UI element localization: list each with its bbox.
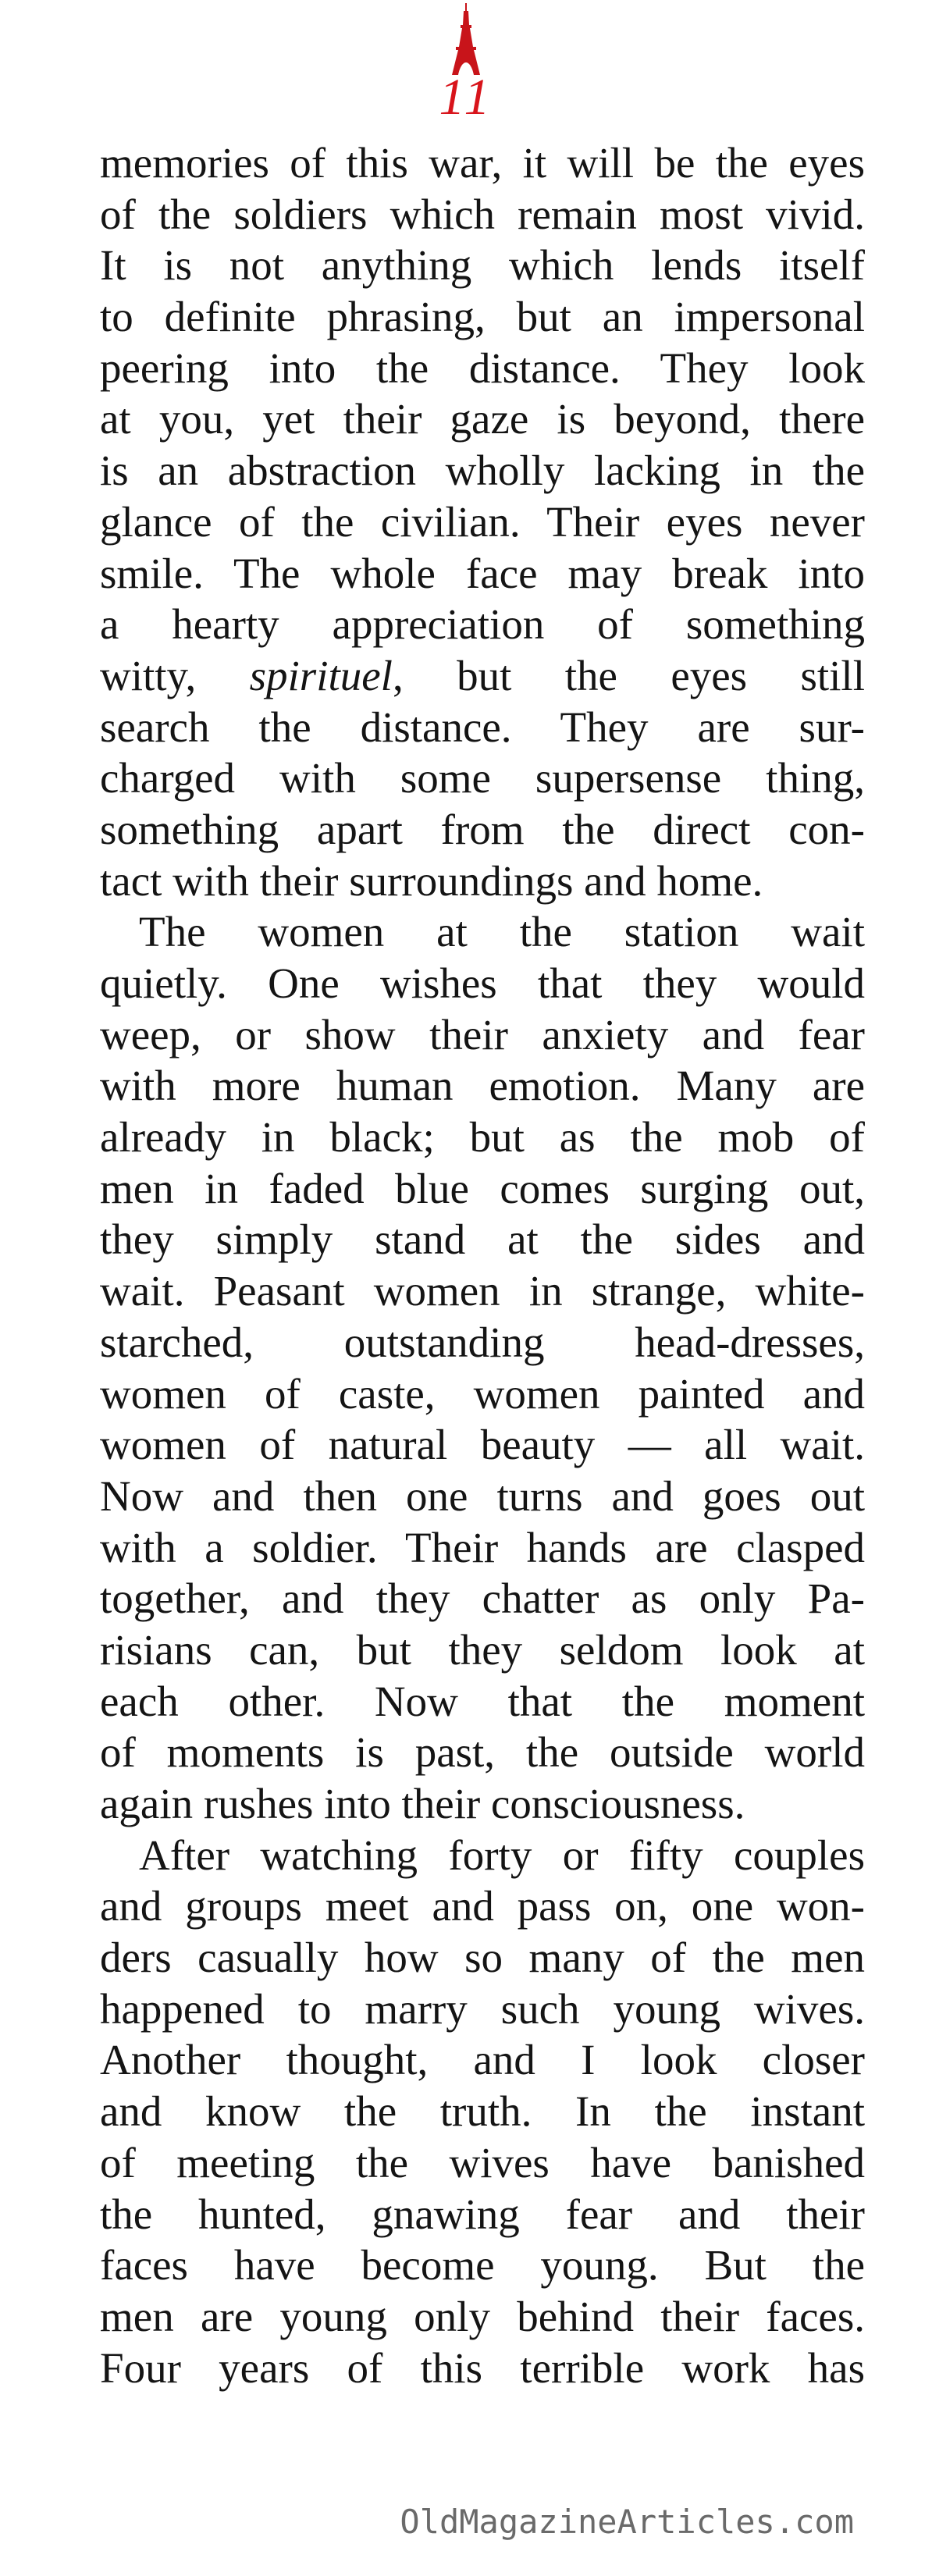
text-line: with more human emotion. Many are xyxy=(100,1062,865,1110)
text-line: men are young only behind their faces. xyxy=(100,2292,865,2340)
text-line: starched, outstanding head-dresses, xyxy=(100,1318,865,1366)
text-line: something apart from the direct con- xyxy=(100,805,865,853)
text-line: Four years of this terrible work has xyxy=(100,2343,865,2392)
text-line: After watching forty or fifty couples xyxy=(139,1831,865,1879)
text-line: search the distance. They are sur- xyxy=(100,703,865,751)
text-line: of moments is past, the outside world xyxy=(100,1728,865,1777)
text-line: The women at the station wait xyxy=(139,908,865,956)
text-line: together, and they chatter as only Pa- xyxy=(100,1574,865,1623)
text-line: glance of the civilian. Their eyes never xyxy=(100,497,865,546)
text-line: women of natural beauty — all wait. xyxy=(100,1421,865,1469)
text-line: wait. Peasant women in strange, white- xyxy=(100,1267,865,1315)
text-line: weep, or show their anxiety and fear xyxy=(100,1010,865,1059)
text-line: women of caste, women painted and xyxy=(100,1369,865,1418)
text-line: they simply stand at the sides and xyxy=(100,1215,865,1264)
text-line: of the soldiers which remain most vivid. xyxy=(100,190,865,238)
text-line: charged with some supersense thing, xyxy=(100,754,865,802)
text-line: ders casually how so many of the men xyxy=(100,1934,865,1982)
text-line: and groups meet and pass on, one won- xyxy=(100,1882,865,1930)
text-line: men in faded blue comes surging out, xyxy=(100,1164,865,1212)
text-line: peering into the distance. They look xyxy=(100,343,865,392)
footer-site-name: OldMagazineArticles.com xyxy=(400,2503,854,2541)
paragraph xyxy=(100,1830,865,2394)
text-line: at you, yet their gaze is beyond, there xyxy=(100,395,865,443)
text-line: risians can, but they seldom look at xyxy=(100,1625,865,1674)
text-line: Another thought, and I look closer xyxy=(100,2036,865,2084)
text-line: witty, spirituel, but the eyes still xyxy=(100,651,865,699)
page-number: 11 xyxy=(439,69,493,126)
text-line: of meeting the wives have banished xyxy=(100,2138,865,2186)
text-line: happened to marry such young wives. xyxy=(100,1984,865,2033)
text-line: Now and then one turns and goes out xyxy=(100,1471,865,1520)
text-line: It is not anything which lends itself xyxy=(100,241,865,290)
text-line: tact with their surroundings and home. xyxy=(100,856,763,905)
text-line: memories of this war, it will be the eyes xyxy=(100,139,865,187)
text-line: smile. The whole face may break into xyxy=(100,549,865,597)
text-line: each other. Now that the moment xyxy=(100,1677,865,1725)
text-line: is an abstraction wholly lacking in the xyxy=(100,447,865,495)
text-line: the hunted, gnawing fear and their xyxy=(100,2190,865,2238)
text-line: with a soldier. Their hands are clasped xyxy=(100,1523,865,1571)
text-line: faces have become young. But the xyxy=(100,2241,865,2290)
text-line: again rushes into their consciousness. xyxy=(100,1780,745,1827)
text-line: to definite phrasing, but an impersonal xyxy=(100,293,865,341)
eiffel-tower-icon xyxy=(450,2,482,76)
text-line: quietly. One wishes that they would xyxy=(100,959,865,1007)
text-line: already in black; but as the mob of xyxy=(100,1113,865,1162)
text-line: and know the truth. In the instant xyxy=(100,2087,865,2136)
article-column xyxy=(100,137,865,2393)
text-line: a hearty appreciation of something xyxy=(100,600,865,649)
paragraph xyxy=(100,906,865,1829)
paragraph xyxy=(100,137,865,906)
